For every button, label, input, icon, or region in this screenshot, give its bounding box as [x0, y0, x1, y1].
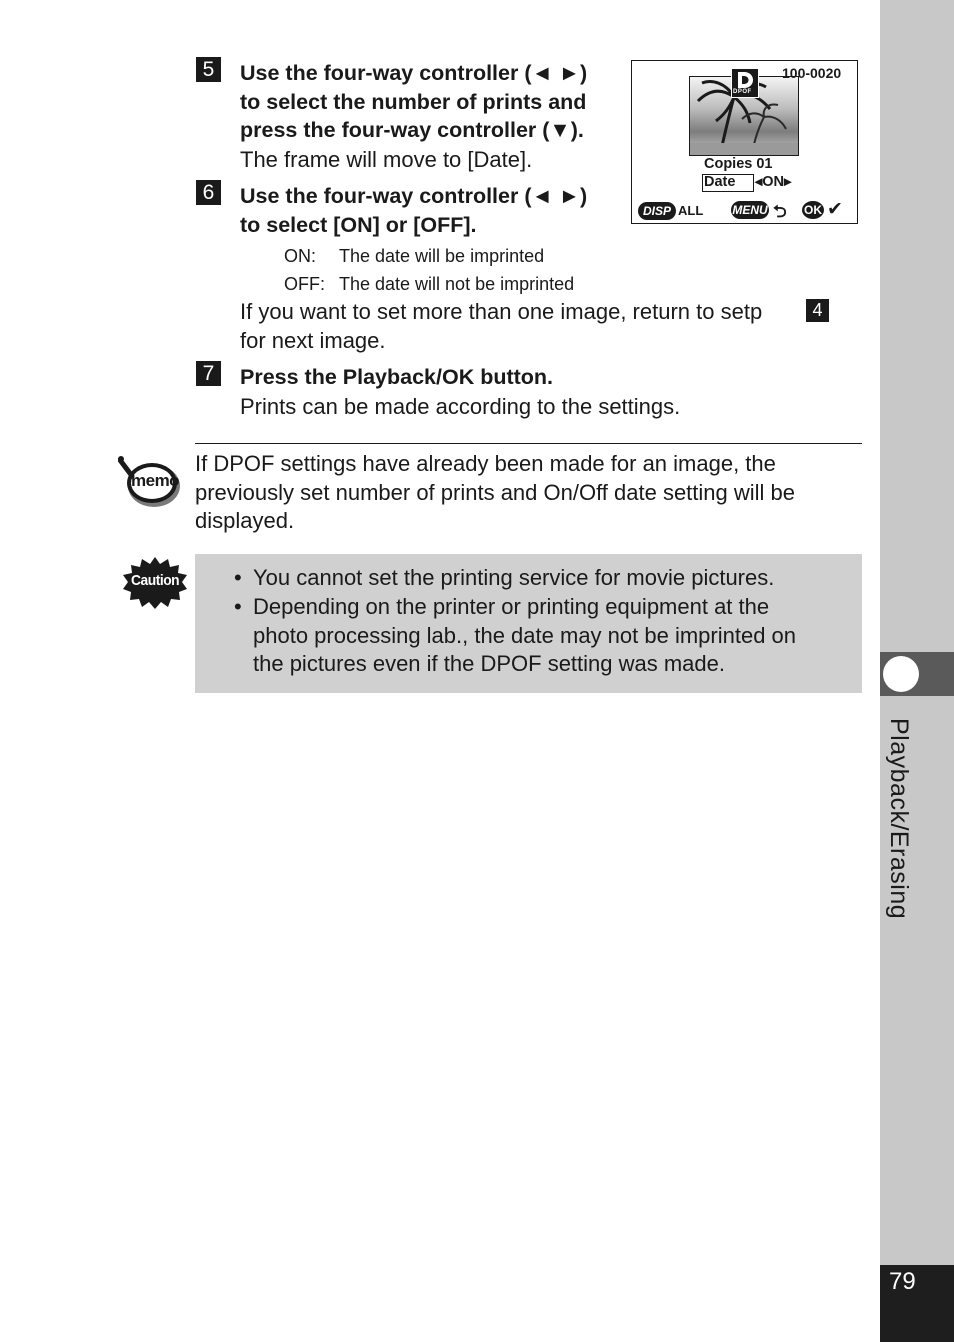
step-number-7: 7	[196, 361, 221, 386]
caution-bullet-marker-1: •	[234, 565, 242, 590]
memo-line-2: previously set number of prints and On/Off date setting will be	[195, 480, 796, 505]
memo-divider	[195, 443, 862, 444]
lcd-copies: Copies 01	[704, 156, 773, 172]
caution-bullet-2-line-1: Depending on the printer or printing equipment at the	[253, 594, 770, 619]
dpof-badge-label: DPOF	[733, 89, 752, 95]
step-5-line-2: to select the number of prints and	[240, 90, 587, 114]
memo-line-1: If DPOF settings have already been made for an image, the	[195, 451, 776, 476]
option-on-label: ON:	[284, 246, 317, 266]
caution-bullet-2-line-2: photo processing lab., the date may not be imprinted on	[253, 623, 797, 648]
step-number-5: 5	[196, 57, 221, 82]
section-tab-circle	[883, 656, 919, 692]
dpof-d-glyph	[732, 69, 758, 91]
step-5-line-1: Use the four-way controller (◄ ►)	[240, 61, 588, 85]
step-7-note: Prints can be made according to the settings.	[240, 394, 681, 419]
memo-line-3: displayed.	[195, 508, 295, 533]
lcd-disp-button: DISP	[638, 202, 676, 220]
lcd-ok-button: OK	[804, 203, 822, 217]
option-on-text: The date will be imprinted	[339, 246, 545, 266]
option-off-text: The date will not be imprinted	[339, 274, 575, 294]
step-6-line-2: to select [ON] or [OFF].	[240, 213, 477, 237]
step-6-note-line-2: for next image.	[240, 328, 386, 353]
lcd-date-label: Date	[704, 174, 736, 190]
step-5-line-3: press the four-way controller (▼).	[240, 118, 584, 142]
lcd-menu-button: MENU	[732, 203, 768, 217]
checkmark-icon: ✔	[827, 199, 843, 220]
lcd-file-number: 100-0020	[782, 65, 842, 81]
step-6-note-line-1: If you want to set more than one image, return to setp	[240, 299, 763, 324]
caution-icon-label: Caution	[131, 572, 180, 589]
lcd-date-value: ◂ON▸	[755, 174, 792, 190]
page-number: 79	[889, 1268, 916, 1295]
step-number-6: 6	[196, 180, 221, 205]
caution-bullet-2-line-3: the pictures even if the DPOF setting was made.	[253, 651, 726, 676]
option-off-label: OFF:	[284, 274, 325, 294]
step-reference-4: 4	[806, 299, 829, 322]
section-label: Playback/Erasing	[885, 718, 913, 920]
step-5-note: The frame will move to [Date].	[240, 147, 533, 172]
memo-icon-label: memo	[131, 471, 180, 490]
caution-bullet-1-line-1: You cannot set the printing service for movie pictures.	[253, 565, 775, 590]
step-6-line-1: Use the four-way controller (◄ ►)	[240, 184, 588, 208]
back-arrow-icon: ⮌	[773, 202, 787, 221]
caution-bullet-marker-2: •	[234, 594, 242, 619]
lcd-all-label: ALL	[678, 203, 704, 218]
step-7-line-1: Press the Playback/OK button.	[240, 365, 554, 389]
